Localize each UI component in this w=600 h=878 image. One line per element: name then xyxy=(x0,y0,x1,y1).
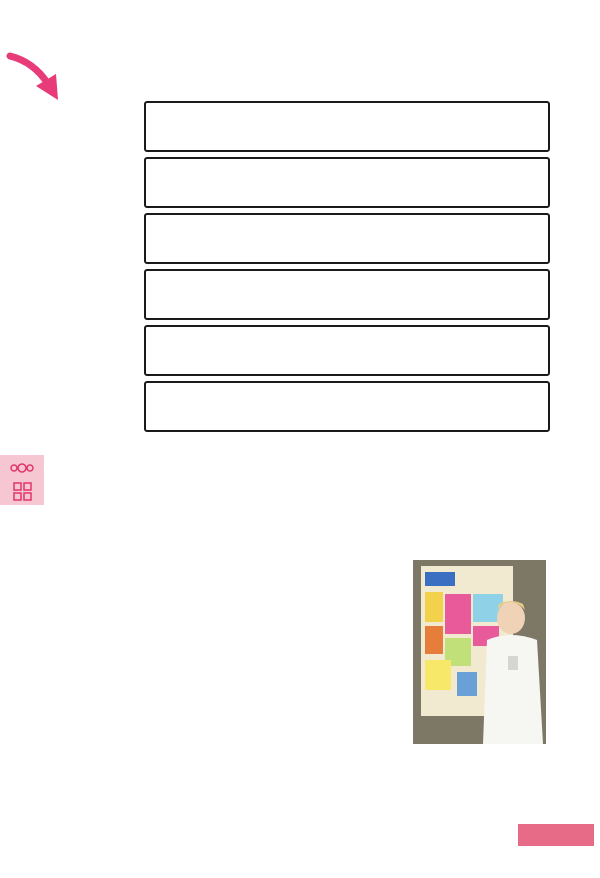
step-row xyxy=(56,381,550,432)
step-row xyxy=(56,325,550,376)
step-description xyxy=(144,157,550,208)
step-row xyxy=(56,213,550,264)
step-label xyxy=(56,381,140,432)
pointer-arrow-icon xyxy=(6,50,66,106)
top-dot-border xyxy=(0,6,600,18)
step-description xyxy=(144,325,550,376)
step-label xyxy=(56,101,140,152)
step-row xyxy=(56,101,550,152)
page-number-badge xyxy=(518,824,594,846)
step-label xyxy=(56,157,140,208)
step-row xyxy=(56,157,550,208)
group-work-icon xyxy=(0,455,44,505)
step-description xyxy=(144,381,550,432)
step-label xyxy=(56,325,140,376)
student-photo xyxy=(413,560,546,744)
step-description xyxy=(144,213,550,264)
steps-list xyxy=(56,101,550,437)
step-description xyxy=(144,101,550,152)
step-description xyxy=(144,269,550,320)
step-label xyxy=(56,213,140,264)
bottom-dash-border xyxy=(0,816,600,824)
step-row xyxy=(56,269,550,320)
step-label xyxy=(56,269,140,320)
